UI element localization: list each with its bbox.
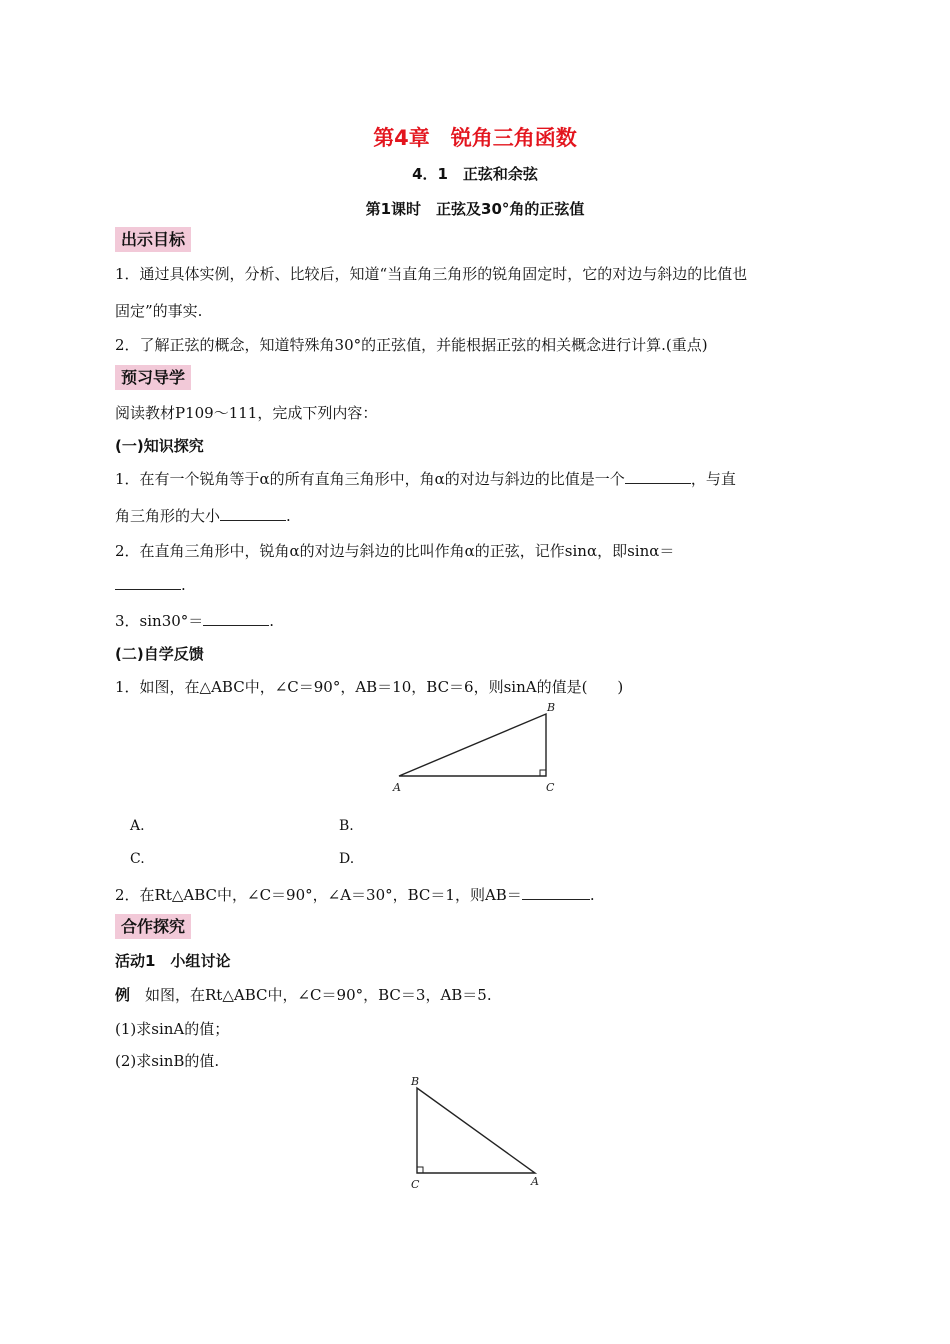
section-tag-cooperate: 合作探究 [115,914,191,939]
question-1-tail: ，与直 [690,470,736,488]
section-tag-preview: 预习导学 [115,365,191,390]
example-label: 例 [115,986,131,1004]
example-text: 如图，在Rt△ABC中，∠C＝90°，BC＝3，AB＝5. [130,986,492,1004]
triangle-2-shape [417,1088,535,1173]
question-1-line2-text: 角三角形的大小 [115,507,221,525]
knowledge-heading: (一)知识探究 [115,437,204,455]
option-b[interactable]: B. [339,818,354,834]
answer-blank [115,575,181,590]
question-2-line2 [115,575,186,594]
option-c[interactable]: C. [130,851,145,867]
feedback-question-2-text: 2．在Rt△ABC中，∠C＝90°，∠A＝30°，BC＝1，则AB＝ [115,886,522,904]
vertex-label-b: B [411,1075,420,1088]
option-a[interactable]: A. [130,818,145,834]
example-problem [115,984,492,1005]
question-1-line2 [115,505,291,526]
vertex-label-a: A [531,1175,539,1188]
preview-intro: 阅读教材P109～111，完成下列内容： [115,404,378,422]
triangle-1-shape [399,714,546,776]
question-1-text: 1．在有一个锐角等于α的所有直角三角形中，角α的对边与斜边的比值是一个 [115,470,625,488]
feedback-question-2 [115,884,595,905]
objective-1-line1: 1．通过具体实例，分析、比较后，知道“当直角三角形的锐角固定时，它的对边与斜边的比值也 [115,265,748,283]
objective-2: 2．了解正弦的概念，知道特殊角30°的正弦值，并能根据正弦的相关概念进行计算.(重点) [115,336,708,354]
right-angle-mark-1 [540,770,546,776]
question-2-line1: 2．在直角三角形中，锐角α的对边与斜边的比叫作角α的正弦，记作sinα，即sinα＝ [115,542,675,560]
question-1-line1 [115,468,736,489]
vertex-label-c: C [546,781,555,794]
activity-heading: 活动1 小组讨论 [115,952,231,970]
chapter-title: 第4章 锐角三角函数 [373,126,577,150]
example-part-1: (1)求sinA的值； [115,1020,230,1038]
option-d[interactable]: D. [339,851,355,867]
question-3-text: 3．sin30°＝ [115,612,204,630]
question-3 [115,610,274,631]
lesson-title: 第1课时 正弦及30°角的正弦值 [365,200,585,218]
feedback-question-1: 1．如图，在△ABC中，∠C＝90°，AB＝10，BC＝6，则sinA的值是( ) [115,678,624,696]
question-3-tail: . [269,612,275,630]
triangle-figure-2 [400,1072,560,1197]
question-1-line2-tail: . [286,507,291,525]
vertex-label-b: B [547,701,556,714]
vertex-label-c: C [411,1178,420,1191]
answer-blank [203,611,269,626]
example-part-2: (2)求sinB的值. [115,1052,220,1070]
section-title: 4．1 正弦和余弦 [412,165,538,183]
feedback-question-2-tail: . [589,886,595,904]
triangle-figure-1 [385,700,565,800]
vertex-label-a: A [393,781,401,794]
right-angle-mark-2 [417,1167,423,1173]
answer-blank [522,885,590,900]
section-tag-objectives: 出示目标 [115,227,191,252]
answer-blank [625,469,691,484]
answer-blank [220,506,286,521]
question-2-tail: . [181,576,186,594]
objective-1-line2: 固定”的事实. [115,302,203,320]
feedback-heading: (二)自学反馈 [115,645,204,663]
